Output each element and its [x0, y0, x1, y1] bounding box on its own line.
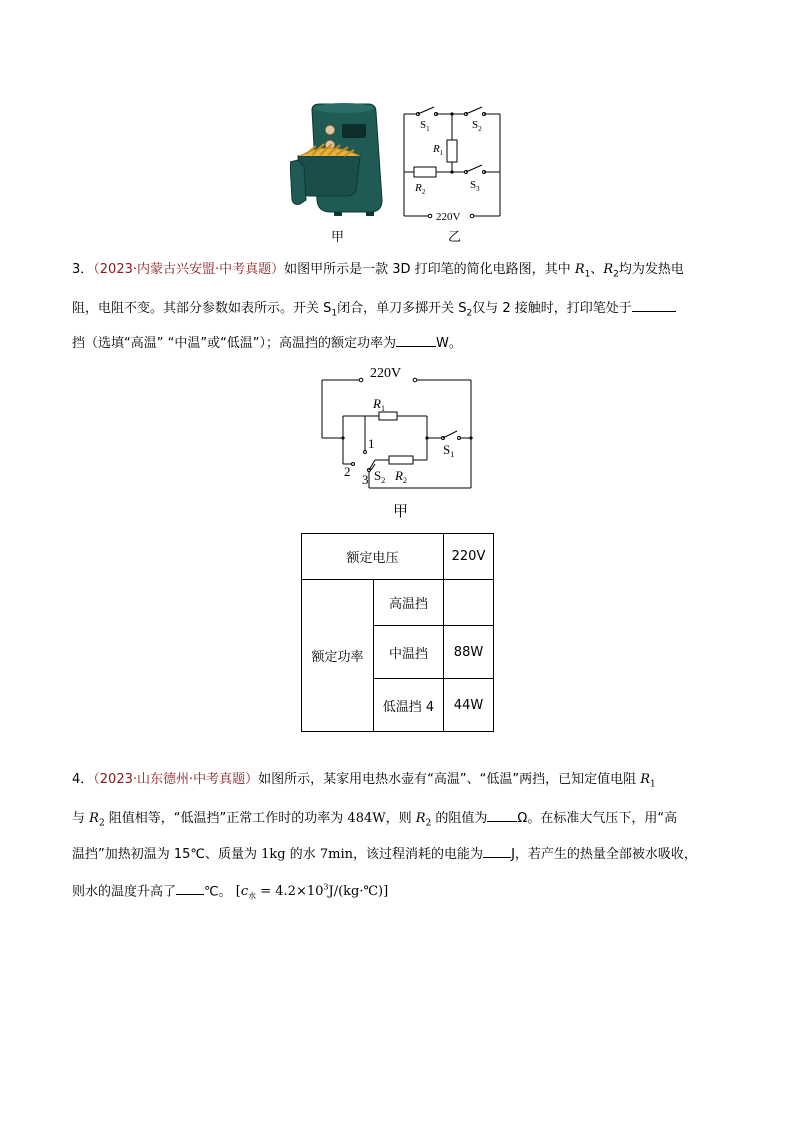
question-text: 的水	[285, 847, 320, 862]
specific-heat-formula: [$c_水$ = $4.2\times 10^3J/(kg\cdot℃)$]	[235, 883, 389, 901]
question-text: ，该过程消耗的电能为	[353, 847, 484, 862]
answer-blank[interactable]	[176, 881, 204, 895]
r1-symbol: R	[574, 262, 585, 277]
question-text: 仅与 2 接触时，打印笔处于	[472, 301, 632, 316]
figure-caption-yi: 乙	[448, 230, 462, 245]
position-2-label: 2	[344, 464, 351, 479]
r1-symbol: R	[640, 772, 651, 787]
answer-blank[interactable]	[483, 844, 511, 858]
table-cell: 220V	[444, 534, 494, 580]
r2-symbol: R	[89, 811, 99, 826]
answer-blank[interactable]	[487, 808, 517, 822]
r2-label: $R_2$	[415, 182, 426, 196]
figure-caption-jia: 甲	[393, 502, 409, 520]
power-value: 484W	[347, 811, 386, 826]
formula-text: = 4.2×10	[256, 884, 324, 900]
s2-label: $S_2$	[472, 119, 482, 133]
position-1-label: 1	[368, 436, 375, 451]
question-text: J，若产生的热量全部被水吸收，	[511, 847, 697, 862]
question-text: 的阻值为	[431, 811, 488, 826]
answer-blank[interactable]	[396, 333, 436, 347]
question-text: 如图甲所示是一款 3D 打印笔的简化电路图，其中	[284, 262, 575, 277]
question-3-line-2	[72, 298, 676, 322]
question-text: 则水的温度升高了	[72, 884, 177, 900]
r2-symbol: R	[603, 262, 614, 277]
r2-subscript: 2	[98, 818, 105, 829]
circuit-diagram-jia	[315, 362, 480, 497]
parameter-table	[301, 533, 494, 732]
table-cell: 额定电压	[302, 534, 444, 580]
r2-symbol: R	[415, 811, 426, 826]
question-4-line-1	[72, 772, 656, 793]
r2-subscript: 2	[425, 818, 432, 829]
question-text: W。	[436, 336, 462, 351]
figure-caption-jia: 甲	[331, 230, 345, 245]
circuit-diagram-yi	[398, 100, 508, 225]
question-4-line-2	[72, 808, 677, 832]
question-4-line-4	[72, 880, 388, 905]
table-cell: 88W	[444, 626, 494, 679]
question-3-line-3	[72, 333, 462, 352]
voltage-label: 220V	[436, 211, 461, 223]
question-source: （2023·山东德州·中考真题）	[93, 772, 259, 787]
air-fryer-image	[290, 100, 390, 225]
table-cell: 高温挡	[374, 580, 444, 626]
question-text: 与	[72, 811, 90, 826]
r1-subscript: 1	[650, 779, 656, 790]
separator: 、	[590, 262, 604, 277]
question-text: 挡（选填“高温” “中温”或“低温”）；高温挡的额定功率为	[72, 336, 397, 351]
question-text: ℃。	[204, 884, 232, 900]
mass-value: 1kg	[261, 847, 286, 862]
question-text: ，则	[385, 811, 416, 826]
table-cell: 额定功率	[302, 580, 374, 732]
question-text: 闭合，单刀多掷开关 S	[337, 301, 467, 316]
question-source: （2023·内蒙古兴安盟·中考真题）	[93, 262, 285, 277]
position-3-label: 3	[362, 472, 369, 487]
table-row	[302, 580, 494, 626]
r1-subscript: 1	[584, 269, 591, 280]
question-text: 阻，电阻不变。其部分参数如表所示。开关 S	[72, 301, 332, 316]
subscript: 1	[331, 308, 338, 319]
r2-subscript: 2	[613, 269, 619, 280]
table-cell: 低温挡 4	[374, 679, 444, 732]
voltage-label: 220V	[370, 366, 402, 381]
question-text: 阻值相等，“低温挡”正常工作时的功率为	[104, 811, 348, 826]
formula-subscript: 水	[248, 891, 257, 901]
question-4-line-3	[72, 844, 697, 863]
answer-blank[interactable]	[632, 298, 676, 312]
r2-label: $R_2$	[395, 468, 407, 485]
question-text: 如图所示，某家用电热水壶有“高温”、“低温”两挡，已知定值电阻	[258, 772, 641, 787]
s1-label: $S_1$	[443, 442, 455, 459]
s1-label: $S_1$	[420, 119, 430, 133]
table-cell	[444, 580, 494, 626]
subscript: 2	[466, 308, 473, 319]
r1-label: $R_1$	[433, 143, 444, 157]
formula-exponent: 3	[323, 883, 329, 892]
table-cell: 44W	[444, 679, 494, 732]
time-value: 7min	[319, 847, 354, 862]
question-number: 4．	[72, 772, 94, 787]
question-3-line-1	[72, 262, 684, 283]
table-row	[302, 534, 494, 580]
question-text: 温挡”加热初温为 15℃、质量为	[72, 847, 262, 862]
question-text: Ω。在标准大气压下，用“高	[517, 811, 678, 826]
r1-label: $R_1$	[373, 396, 385, 413]
question-text: 均为发热电	[618, 262, 684, 277]
s2-label: $S_2$	[374, 468, 386, 485]
formula-symbol: c	[240, 884, 249, 900]
table-cell: 中温挡	[374, 626, 444, 679]
s3-label: $S_3$	[470, 179, 480, 193]
formula-unit: J/(kg·℃)	[328, 884, 384, 900]
question-number: 3．	[72, 262, 94, 277]
